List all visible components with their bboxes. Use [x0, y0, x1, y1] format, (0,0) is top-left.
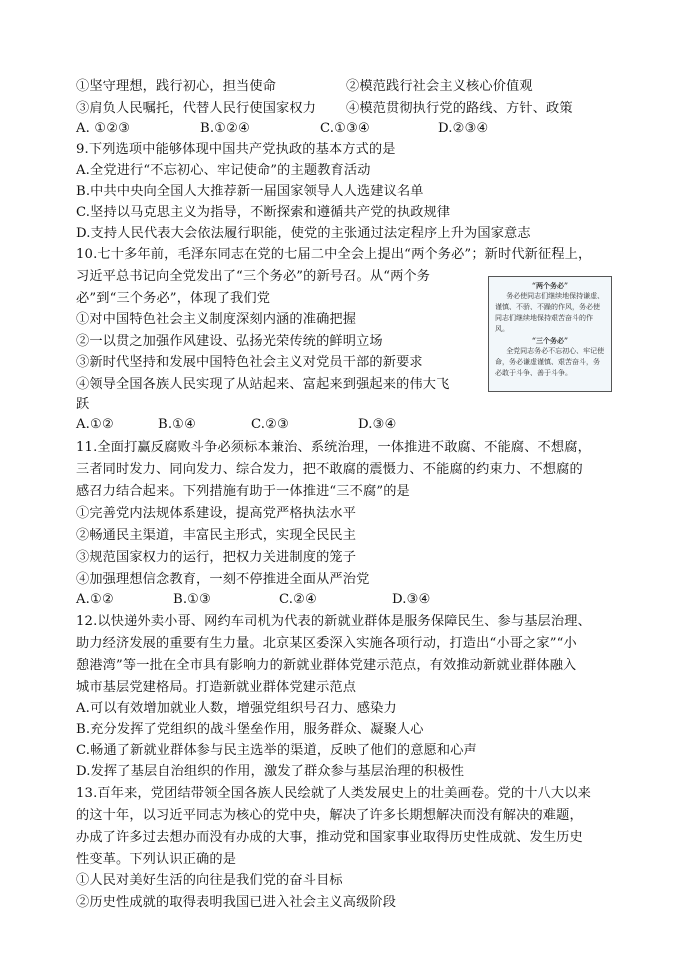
q11-stem-line-1: 11.全面打赢反腐败斗争必须标本兼治、系统治理，一体推进不敢腐、不能腐、不想腐， [76, 440, 591, 455]
q8-answer-a: A. ①②③ [76, 121, 131, 136]
box-title-two-musts: “两个务必” [531, 281, 569, 290]
q11-answer-row [76, 589, 496, 611]
q11-answer-d: D.③④ [392, 592, 431, 607]
q9-option-b: B.中共中央向全国人大推荐新一届国家领导人人选建议名单 [76, 184, 424, 199]
q13-stem-line-4: 性变革。下列认识正确的是 [76, 852, 237, 867]
q10-material-box [488, 276, 612, 392]
box-title-three-musts: “三个务必” [531, 336, 569, 345]
q10-answer-row [76, 414, 476, 436]
q13-stem-line-2: 的这十年，以习近平同志为核心的党中央，解决了许多长期想解决而没有解决的难题， [76, 808, 583, 823]
q13-item-1: ①人民对美好生活的向往是我们党的奋斗目标 [76, 873, 343, 888]
q10-stem-line-2: 习近平总书记向全党发出了“三个务必”的新号召。从“两个务 [76, 269, 431, 284]
q10-item-3: ③新时代坚持和发展中国特色社会主义对党员干部的新要求 [76, 355, 423, 370]
q11-answer-a: A.①② [76, 592, 114, 607]
q10-answer-a: A.①② [76, 417, 114, 432]
q10-item-1: ①对中国特色社会主义制度深刻内涵的准确把握 [76, 312, 357, 327]
q12-option-a: A.可以有效增加就业人数，增强党组织号召力、感染力 [76, 701, 397, 716]
q10-stem-line-3: 必”到“三个务必”，体现了我们党 [76, 291, 271, 306]
q13-stem-line-3: 办成了许多过去想办而没有办成的大事，推动党和国家事业取得历史性成就、发生历史 [76, 830, 583, 845]
q11-item-3: ③规范国家权力的运行，把权力关进制度的笼子 [76, 550, 357, 565]
q12-option-c: C.畅通了新就业群体参与民主选举的渠道，反映了他们的意愿和心声 [76, 743, 477, 758]
q8-answer-d: D.②③④ [438, 121, 489, 136]
q12-stem-line-1: 12.以快递外卖小哥、网约车司机为代表的新就业群体是服务保障民生、参与基层治理、 [76, 614, 591, 629]
q10-item-4-tail: 跃 [76, 397, 90, 412]
q8-item-3: ③肩负人民嘱托，代替人民行使国家权力 [76, 101, 317, 116]
q10-answer-b: B.①④ [158, 417, 197, 432]
q8-item-4: ④模范贯彻执行党的路线、方针、政策 [346, 101, 573, 116]
q10-item-4: ④领导全国各族人民实现了从站起来、富起来到强起来的伟大飞 [76, 377, 450, 392]
q11-stem-line-3: 感召力结合起来。下列措施有助于一体推进“三不腐”的是 [76, 484, 410, 499]
q11-item-1: ①完善党内法规体系建设，提高党严格执法水平 [76, 506, 357, 521]
q11-item-4: ④加强理想信念教育，一刻不停推进全面从严治党 [76, 572, 370, 587]
q10-answer-c: C.②③ [251, 417, 290, 432]
q9-stem: 9.下列选项中能够体现中国共产党执政的基本方式的是 [76, 142, 396, 157]
q12-option-b: B.充分发挥了党组织的战斗堡垒作用，服务群众、凝聚人心 [76, 722, 424, 737]
q12-stem-line-2: 助力经济发展的重要有生力量。北京某区委深入实施各项行动，打造出“小哥之家”“小 [76, 636, 577, 651]
q13-item-2: ②历史性成就的取得表明我国已进入社会主义高级阶段 [76, 895, 397, 910]
box-body-three-musts: 全党同志务必不忘初心、牢记使命，务必谦虚谨慎、艰苦奋斗，务必敢于斗争、善于斗争。 [495, 347, 605, 377]
q13-stem-line-1: 13.百年来，党团结带领全国各族人民绘就了人类发展史上的壮美画卷。党的十八大以来 [76, 786, 591, 801]
q9-option-d: D.支持人民代表大会依法履行职能，使党的主张通过法定程序上升为国家意志 [76, 226, 531, 241]
q10-stem-line-1: 10.七十多年前，毛泽东同志在党的七届二中全会上提出“两个务必”；新时代新征程上， [76, 247, 592, 262]
box-body-two-musts: 务必使同志们继续地保持谦虚、谨慎、不骄、不躁的作风，务必使同志们继续地保持艰苦奋斗的作风。 [495, 292, 605, 333]
q12-stem-line-3: 憩港湾”等一批在全市具有影响力的新就业群体党建示范点，有效推动新就业群体融入 [76, 658, 577, 673]
q12-stem-line-4: 城市基层党建格局。打造新就业群体党建示范点 [76, 680, 357, 695]
q11-stem-line-2: 三者同时发力、同向发力、综合发力，把不敢腐的震慑力、不能腐的约束力、不想腐的 [76, 462, 583, 477]
q8-options-row-2 [76, 98, 573, 120]
q8-answer-b: B.①②④ [200, 121, 251, 136]
q11-answer-c: C.②④ [279, 592, 318, 607]
q10-item-2: ②一以贯之加强作风建设、弘扬光荣传统的鲜明立场 [76, 334, 383, 349]
q9-option-c: C.坚持以马克思主义为指导，不断探索和遵循共产党的执政规律 [76, 205, 451, 220]
q10-answer-d: D.③④ [358, 417, 397, 432]
q8-options-row-1 [76, 76, 533, 98]
q8-answer-row [76, 118, 576, 140]
q11-answer-b: B.①③ [173, 592, 212, 607]
q9-option-a: A.全党进行“不忘初心、牢记使命”的主题教育活动 [76, 163, 371, 178]
q12-option-d: D.发挥了基层自治组织的作用，激发了群众参与基层治理的积极性 [76, 764, 465, 779]
q11-item-2: ②畅通民主渠道，丰富民主形式，实现全民民主 [76, 528, 357, 543]
q8-item-1: ①坚守理想，践行初心，担当使命 [76, 79, 277, 94]
q8-answer-c: C.①③④ [320, 121, 371, 136]
q8-item-2: ②模范践行社会主义核心价值观 [346, 79, 533, 94]
